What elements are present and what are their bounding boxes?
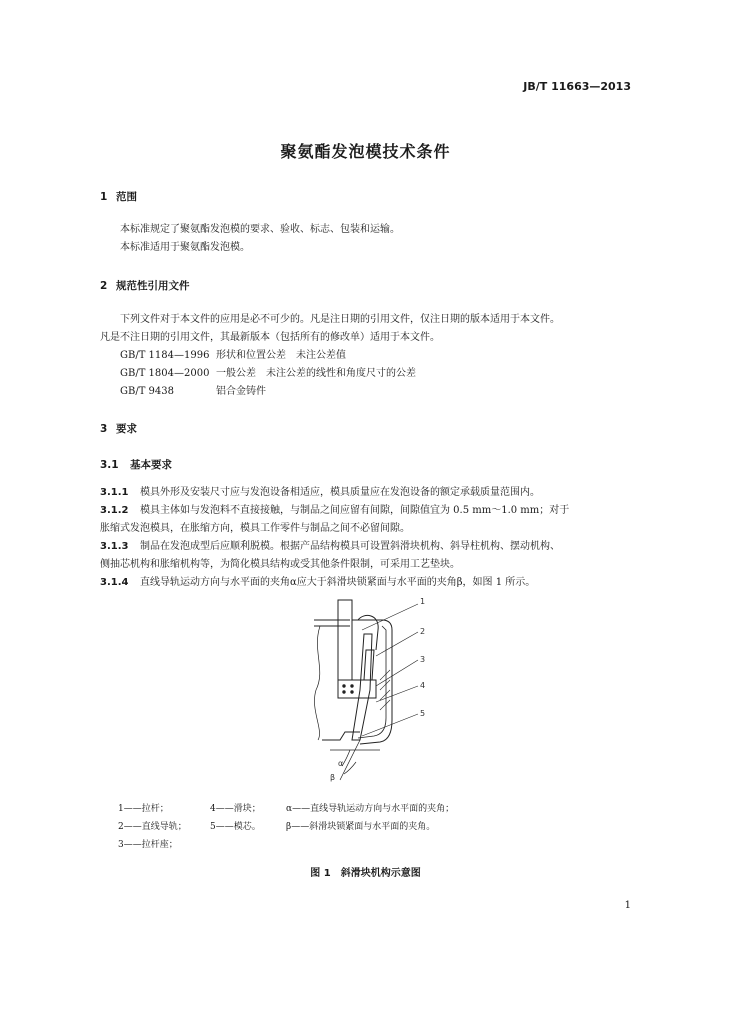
section-1-title: 范围 <box>116 191 137 203</box>
clause-text: 模具外形及安装尺寸应与发泡设备相适应，模具质量应在发泡设备的额定承载质量范围内。 <box>140 487 540 498</box>
section-1-line-2: 本标准适用于聚氨酯发泡模。 <box>120 242 250 253</box>
callout-3: 3 <box>420 655 426 664</box>
legend-entry: 1——拉杆； <box>118 804 169 814</box>
reference-item <box>120 365 416 383</box>
legend-entry: 3——拉杆座； <box>118 840 178 850</box>
legend-column-2 <box>210 800 261 836</box>
section-1-heading <box>100 189 137 204</box>
mold-outer-body <box>322 620 392 744</box>
clause-3-1-3-continuation: 侧抽芯机构和胀缩机构等，为简化模具结构或受其他条件限制，可采用工艺垫块。 <box>100 559 460 570</box>
reference-name: 铝合金铸件 <box>216 386 266 397</box>
reference-code: GB/T 9438 <box>120 386 175 397</box>
guide-curve <box>358 615 378 650</box>
clause-3-1-3 <box>100 538 560 556</box>
beta-label: β <box>330 773 336 782</box>
clause-number: 3.1.1 <box>100 487 129 498</box>
legend-column-1 <box>118 800 187 854</box>
callout-4: 4 <box>420 681 426 690</box>
document-title: 聚氨酯发泡模技术条件 <box>280 142 451 161</box>
reference-item <box>120 383 266 401</box>
section-2-number: 2 <box>100 280 108 292</box>
page-number: 1 <box>624 900 631 911</box>
clause-number: 3.1.3 <box>100 541 129 552</box>
section-3-number: 3 <box>100 423 108 435</box>
legend-entry: 5——模芯。 <box>210 822 261 832</box>
callout-5: 5 <box>420 709 426 718</box>
legend-entry: β——斜滑块锁紧面与水平面的夹角。 <box>286 822 436 832</box>
callout-1: 1 <box>420 597 426 606</box>
section-1-line-1: 本标准规定了聚氨酯发泡模的要求、验收、标志、包装和运输。 <box>120 224 400 235</box>
clause-text: 直线导轨运动方向与水平面的夹角α应大于斜滑块锁紧面与水平面的夹角β，如图 1 所示。 <box>140 577 536 588</box>
section-2-line-1: 下列文件对于本文件的应用是必不可少的。凡是注日期的引用文件，仅注日期的版本适用于本文件。 <box>120 314 560 325</box>
clause-3-1-2 <box>100 502 569 520</box>
reference-item <box>120 347 346 365</box>
legend-entry: 2——直线导轨； <box>118 822 187 832</box>
clause-number: 3.1.2 <box>100 505 129 516</box>
reference-code: GB/T 1184—1996 <box>120 350 210 361</box>
guide-block <box>364 650 374 680</box>
section-3-1-title: 基本要求 <box>130 459 172 471</box>
reference-code: GB/T 1804—2000 <box>120 368 210 379</box>
standard-number: JB/T 11663—2013 <box>523 80 631 93</box>
top-plate-line <box>314 620 350 626</box>
clause-text: 模具主体如与发泡料不直接接触，与制品之间应留有间隙，间隙值宜为 0.5 mm～1.0 mm；对于 <box>140 505 570 516</box>
section-1-number: 1 <box>100 191 108 203</box>
reference-name: 形状和位置公差 未注公差值 <box>216 350 346 361</box>
section-3-heading <box>100 421 137 436</box>
clause-text: 制品在发泡成型后应顺利脱模。根据产品结构模具可设置斜滑块机构、斜导柱机构、摆动机构、 <box>140 541 560 552</box>
clause-number: 3.1.4 <box>100 577 129 588</box>
slide-mechanism-diagram <box>300 590 450 790</box>
break-line <box>314 626 320 740</box>
legend-column-3 <box>286 800 454 836</box>
callout-2: 2 <box>420 627 426 636</box>
alpha-label: α <box>338 759 344 768</box>
figure-caption: 图 1 斜滑块机构示意图 <box>310 868 421 879</box>
clause-3-1-1 <box>100 484 540 502</box>
reference-name: 一般公差 未注公差的线性和角度尺寸的公差 <box>216 368 416 379</box>
legend-entry: α——直线导轨运动方向与水平面的夹角； <box>286 804 455 814</box>
section-2-heading <box>100 278 190 293</box>
clause-3-1-2-continuation: 胀缩式发泡模具，在胀缩方向，模具工作零件与制品之间不必留间隙。 <box>100 523 410 534</box>
section-2-line-2: 凡是不注日期的引用文件，其最新版本（包括所有的修改单）适用于本文件。 <box>100 332 440 343</box>
section-3-title: 要求 <box>116 423 137 435</box>
section-3-1-heading <box>100 457 172 472</box>
legend-entry: 4——滑块； <box>210 804 261 814</box>
section-3-1-number: 3.1 <box>100 459 119 471</box>
section-2-title: 规范性引用文件 <box>116 280 190 292</box>
pull-rod <box>338 600 352 680</box>
